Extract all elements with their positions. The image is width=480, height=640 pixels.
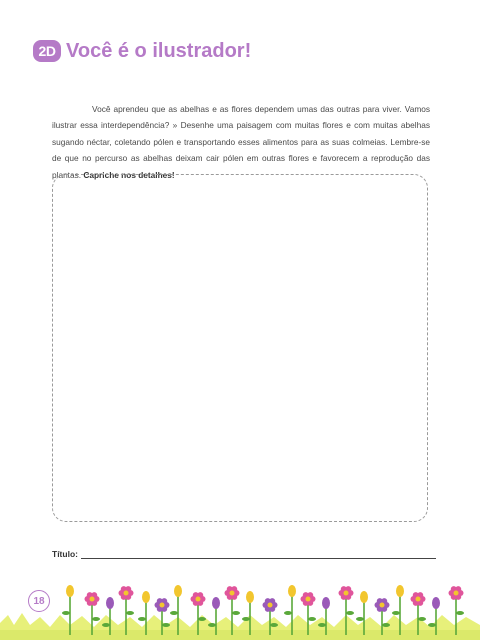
flower-leaf (138, 617, 146, 621)
flower-center (196, 597, 201, 602)
flower-center (268, 603, 273, 608)
flower-bud (288, 585, 296, 597)
flower-bud (432, 597, 440, 609)
flower-bud (212, 597, 220, 609)
instructions-paragraph (52, 101, 430, 183)
section-header (33, 38, 251, 64)
flower-leaf (392, 611, 400, 615)
flower-center (380, 603, 385, 608)
flower-leaf (62, 611, 70, 615)
flower-leaf (428, 623, 436, 627)
flower-leaf (284, 611, 292, 615)
page-title: Você é o ilustrador! (66, 39, 252, 62)
flower-leaf (356, 617, 364, 621)
flower-leaf (382, 623, 390, 627)
flower-leaf (198, 617, 206, 621)
flower-center (160, 603, 165, 608)
page-number: 18 (28, 590, 50, 612)
flower-center (454, 591, 459, 596)
flower-bud (396, 585, 404, 597)
flower-leaf (242, 617, 250, 621)
flower-bud (66, 585, 74, 597)
flower-bud (106, 597, 114, 609)
grass-strip (0, 613, 480, 640)
instructions-text: Você aprendeu que as abelhas e as flores dependem umas das outras para viver. Vamos ilustrar essa interdependência? » Desenhe uma paisagem com muitas flores e com muitas abelhas sugando néctar, coletando pólen e transportando esses alimentos para as suas colmeias. Lembre-se de que no percurso as abelhas deixam cair pólen em outras flores e favorecem a reprodução das plantas. (52, 104, 430, 180)
flower-leaf (346, 611, 354, 615)
title-field[interactable] (52, 549, 436, 559)
flower-leaf (270, 623, 278, 627)
flower-center (230, 591, 235, 596)
flower-leaf (232, 611, 240, 615)
flower-bud (360, 591, 368, 603)
flower-center (90, 597, 95, 602)
flower-bud (322, 597, 330, 609)
flower-leaf (318, 623, 326, 627)
flower-leaf (92, 617, 100, 621)
flower-center (344, 591, 349, 596)
flower-center (416, 597, 421, 602)
flower-leaf (102, 623, 110, 627)
flower-center (124, 591, 129, 596)
flower-leaf (456, 611, 464, 615)
title-label: Título: (52, 549, 78, 559)
title-write-line[interactable] (81, 549, 436, 559)
flower-leaf (126, 611, 134, 615)
drawing-area[interactable] (52, 174, 428, 522)
flower-bud (142, 591, 150, 603)
flower-leaf (308, 617, 316, 621)
flower-leaf (170, 611, 178, 615)
flower-bud (246, 591, 254, 603)
flower-bud (174, 585, 182, 597)
section-badge: 2D (33, 40, 61, 62)
flower-center (306, 597, 311, 602)
flower-leaf (162, 623, 170, 627)
flower-meadow-illustration (0, 575, 480, 640)
instructions-emphasis: Capriche nos detalhes! (83, 169, 175, 180)
flower-leaf (208, 623, 216, 627)
flower-leaf (418, 617, 426, 621)
